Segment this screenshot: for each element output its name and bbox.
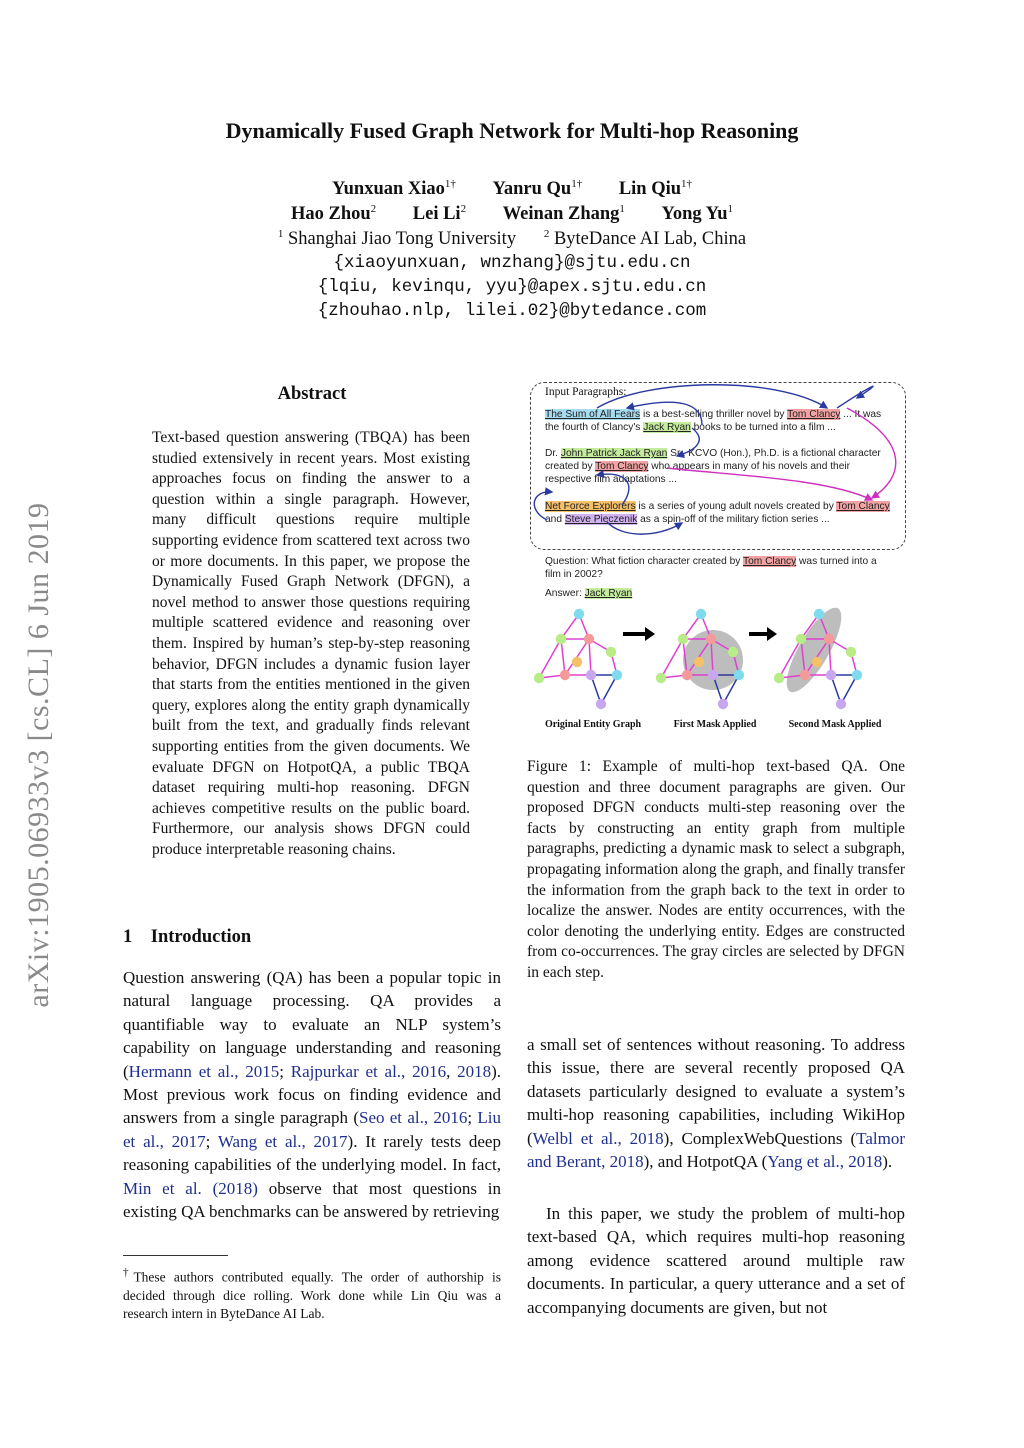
intro-paragraph <box>123 966 501 1223</box>
text-run: , <box>446 1061 458 1081</box>
citation-link[interactable]: Welbl et al., 2018 <box>532 1128 664 1148</box>
citation-link[interactable]: Rajpurkar et al., 2016 <box>290 1061 447 1081</box>
link-arrow <box>847 408 896 498</box>
text-run: ), and HotpotQA ( <box>643 1152 768 1172</box>
section-heading-introduction: 1 Introduction <box>123 927 252 947</box>
affiliation: $^1$ Shanghai Jiao Tong University <box>277 228 517 250</box>
entity-mention: Tom Clancy <box>743 556 797 567</box>
entity-mention: Tom Clancy <box>595 461 649 473</box>
link-arrow <box>627 402 702 425</box>
body-paragraph <box>527 1033 905 1173</box>
entity-mention: Net Force Explorers <box>545 501 636 512</box>
affiliations <box>0 228 1024 250</box>
graph-node <box>734 670 744 680</box>
figure-question <box>545 555 895 581</box>
original-entity-graph <box>534 609 622 709</box>
link-arrow <box>534 492 552 520</box>
graph-node <box>836 699 846 709</box>
text-run: Question answering (QA) has been a popular topic in natural language processing. QA provides a quantifiable way to evaluate an NLP system’s capability on language understanding and reasoning ( <box>123 968 501 1081</box>
graph-caption: Original Entity Graph <box>544 719 642 730</box>
text-run: as a spin-off of the military fiction series ... <box>637 514 830 526</box>
citation-link[interactable]: Liu et al., 2017 <box>123 1108 501 1151</box>
author: Lei Li$^2$ <box>412 203 467 225</box>
text-run: Dr. <box>545 448 561 459</box>
text-run: ; <box>467 1108 478 1128</box>
citation-link[interactable]: Hermann et al., 2015 <box>128 1061 280 1081</box>
graph-caption: Second Mask Applied <box>788 719 882 730</box>
citation-link[interactable]: Yang et al., 2018 <box>767 1152 883 1172</box>
graph-node <box>826 670 836 680</box>
graph-node <box>584 634 594 644</box>
graph-node <box>796 634 806 644</box>
graph-node <box>596 699 606 709</box>
graph-node <box>846 647 856 657</box>
abstract-heading: Abstract <box>277 384 347 404</box>
link-arrow <box>607 522 682 534</box>
entity-graphs <box>527 600 907 718</box>
email-line: {lqiu, kevinqu, yyu}@apex.sjtu.edu.cn <box>317 277 707 297</box>
figure-answer <box>545 587 895 600</box>
text-run: and <box>545 514 565 526</box>
graph-node <box>556 634 566 644</box>
text-run: a small set of sentences without reasoning. To address this issue, there are several recently proposed QA datasets particularly designed to evaluate a system’s multi-hop reasoning capabilities, including WikiHop ( <box>527 1035 905 1148</box>
graph-node <box>612 670 622 680</box>
author-row-2 <box>0 203 1024 225</box>
text-run: is a best-selling thriller novel by <box>640 409 788 420</box>
step-arrow <box>767 627 777 641</box>
entity-mention: The Sum of All Fears <box>545 409 641 420</box>
step-arrow <box>645 627 655 641</box>
text-run: was turned into a film in 2002? <box>545 556 877 581</box>
email-line: {zhouhao.nlp, lilei.02}@bytedance.com <box>317 301 707 321</box>
graph-node <box>606 647 616 657</box>
text-run: ). <box>882 1152 893 1172</box>
entity-mention: Steve Pieczenik <box>564 514 638 526</box>
author: Yunxuan Xiao$^{1\dagger}$ <box>331 178 456 200</box>
text-run: ). Most previous work focus on finding evidence and answers from a single paragraph ( <box>123 1061 502 1128</box>
graph-node <box>814 609 824 619</box>
graph-node <box>572 657 582 667</box>
graph-node <box>708 670 718 680</box>
citation-link[interactable]: Wang et al., 2017 <box>217 1131 348 1151</box>
citation-link[interactable]: Min et al. (2018) <box>123 1178 258 1198</box>
graph-node <box>656 673 666 683</box>
text-run: Answer: <box>545 588 585 599</box>
graph-edge <box>661 639 683 678</box>
text-run: ). It rarely tests deep reasoning capabilities of the underlying model. In fact, <box>123 1131 501 1175</box>
author: Yong Yu$^1$ <box>661 203 734 225</box>
graph-node <box>774 673 784 683</box>
graph-edge <box>561 639 565 675</box>
link-arrow <box>667 468 872 500</box>
entity-mention: Tom Clancy <box>836 501 890 512</box>
figure-caption: Figure 1: Example of multi-hop text-based QA. One question and three document paragraphs are given. Our proposed DFGN conducts multi-step reasoning over the facts by constructing an entity graph from multiple paragraphs, predicting a dynamic mask to select a subgraph, propagating information along the graph, and finally transfer the information from the graph back to the text in order to localize the answer. Nodes are entity occurrences, with the color denoting the underlying entity. Edges are constructed from co-occurrences. The gray circles are selected by DFGN in each step. <box>527 758 905 981</box>
link-arrow <box>837 386 873 408</box>
graph-node <box>852 670 862 680</box>
text-run: ; <box>279 1061 291 1081</box>
graph-node <box>696 609 706 619</box>
graph-node <box>560 670 570 680</box>
author: Weinan Zhang$^1$ <box>502 203 625 225</box>
email-line: {xiaoyunxuan, wnzhang}@sjtu.edu.cn <box>333 253 691 273</box>
footnote-rule <box>123 1255 228 1256</box>
text-run: Question: What fiction character created by <box>545 556 743 567</box>
text-run: ... It was the fourth of Clancy's <box>545 409 882 434</box>
graph-node <box>718 699 728 709</box>
graph-node <box>574 609 584 619</box>
input-paragraphs-label: Input Paragraphs: <box>545 386 627 398</box>
text-run: who appears in many of his novels and their respective film adaptations ... <box>545 461 851 486</box>
text-run: observe that most questions in existing QA benchmarks can be answered by retrieving <box>123 1178 501 1222</box>
entity-links-arrows <box>527 380 907 550</box>
affiliation: $^2$ ByteDance AI Lab, China <box>543 228 747 250</box>
graph-node <box>728 647 738 657</box>
arxiv-stamp: arXiv:1905.06933v3 [cs.CL] 6 Jun 2019 <box>22 502 55 1008</box>
entity-mention: Jack Ryan <box>643 422 691 434</box>
citation-link[interactable]: Talmor and Berant, 2018 <box>527 1128 905 1172</box>
text-run: ), ComplexWebQuestions ( <box>663 1128 857 1148</box>
entity-mention: Tom Clancy <box>787 409 841 420</box>
graph-caption: First Mask Applied <box>673 719 757 730</box>
graph-node <box>586 670 596 680</box>
author: Hao Zhou$^2$ <box>290 203 377 225</box>
text-run: ; <box>205 1131 218 1151</box>
author: Yanru $Qu^{1\dagger}$ <box>492 178 583 200</box>
graph-node <box>678 634 688 644</box>
abstract-text: Text-based question answering (TBQA) has been studied extensively in recent years. Most existing approaches focus on finding the answer to a question within a single paragraph. However, many difficult questions require multiple supporting evidence from scattered text across two or more documents. In this paper, we propose the Dynamically Fused Graph Network (DFGN), a novel method to answer those questions requiring multiple scattered evidence and reasoning over them. Inspired by human’s step-by-step reasoning behavior, DFGN includes a dynamic fusion layer that starts from the entities mentioned in the given query, explores along the entity graph dynamically built from the text, and gradually finds relevant supporting entities from the given documents. We evaluate DFGN on HotpotQA, a public TBQA dataset requiring multi-hop reasoning. DFGN achieves competitive results on the public board. Furthermore, our analysis shows DFGN could produce interpretable reasoning chains. <box>152 429 470 858</box>
footnote: †These authors contributed equally. The order of authorship is decided through dice rolling. Work done while Lin Qiu was a research intern in ByteDance AI Lab. <box>123 1267 502 1321</box>
graph-edge <box>589 639 591 675</box>
graph-node <box>706 634 716 644</box>
graph-node <box>800 670 810 680</box>
graph-node <box>534 673 544 683</box>
entity-mention: Jack Ryan <box>584 588 633 599</box>
body-paragraph: In this paper, we study the problem of multi-hop text-based QA, which requires multi-hop reasoning among evidence scattered around multiple raw documents. In particular, a query utterance and a set of accompanying documents are given, but not <box>527 1204 905 1317</box>
text-run: Sr., KCVO (Hon.), Ph.D. is a fictional character created by <box>545 448 881 473</box>
entity-mention: John Patrick Jack Ryan <box>560 448 668 459</box>
graph-node <box>694 657 704 667</box>
author: Lin Qiu$^{1\dagger}$ <box>618 178 693 200</box>
citation-link[interactable]: 2018 <box>457 1061 492 1081</box>
text-run: books to be turned into a film ... <box>690 422 836 434</box>
paper-title: Dynamically Fused Graph Network for Multi-hop Reasoning <box>225 118 799 143</box>
graph-node <box>812 657 822 667</box>
graph-node <box>824 634 834 644</box>
graph-node <box>682 670 692 680</box>
link-arrow <box>597 474 629 505</box>
graph-edge <box>539 639 561 678</box>
second-mask-region <box>777 601 851 699</box>
text-run: is a series of young adult novels created by <box>635 501 837 512</box>
citation-link[interactable]: Seo et al., 2016 <box>358 1108 468 1128</box>
author-row-1 <box>0 178 1024 200</box>
link-arrow <box>597 385 827 408</box>
link-arrow <box>677 428 699 456</box>
